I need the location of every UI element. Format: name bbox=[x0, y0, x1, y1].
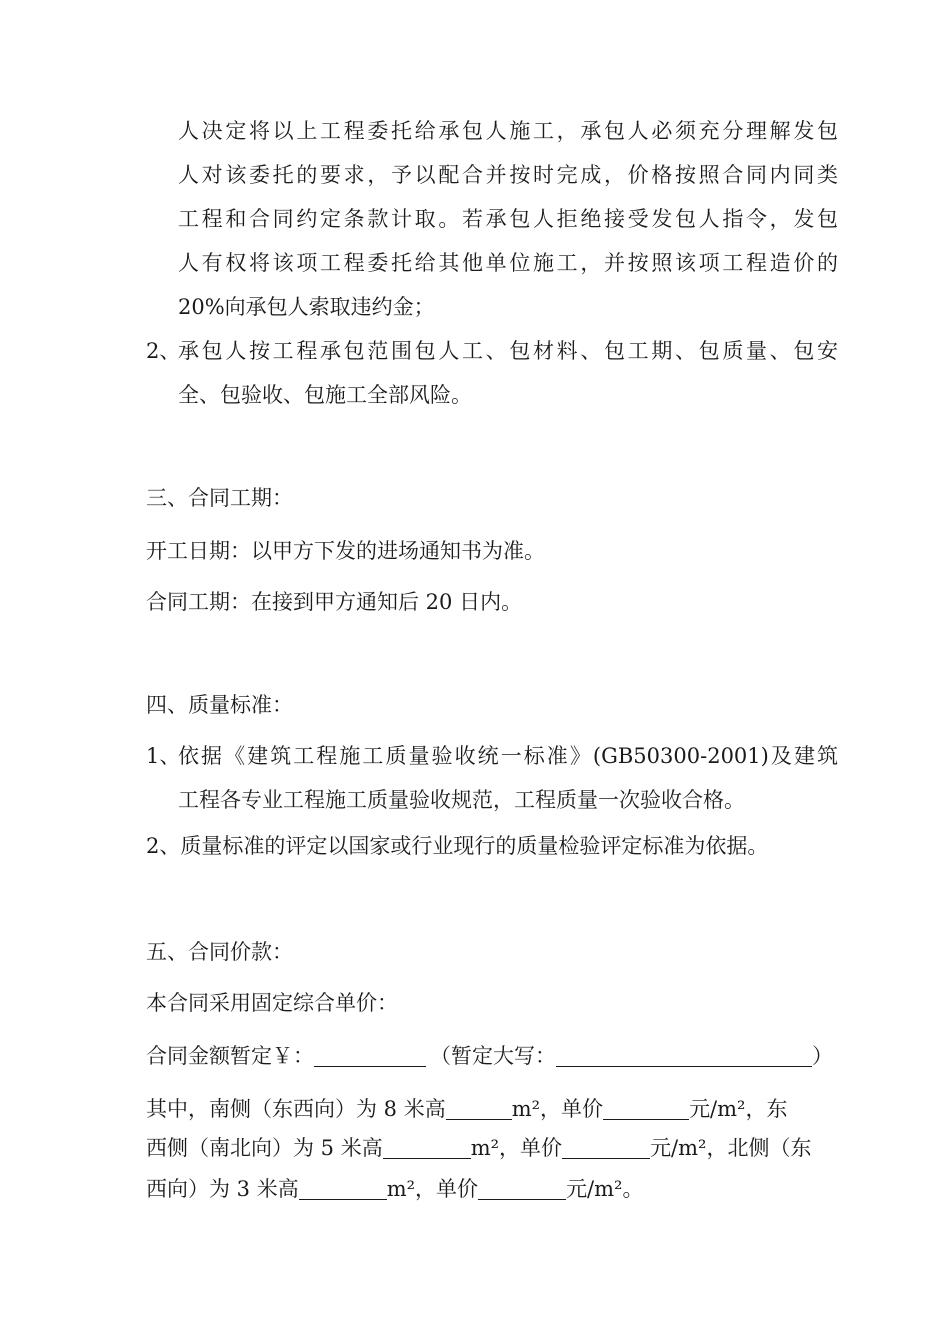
caps-label: （暂定大写： bbox=[430, 1044, 556, 1068]
area-blank-north[interactable] bbox=[299, 1179, 387, 1200]
breakdown-text: m²，单价 bbox=[511, 1097, 604, 1121]
caps-amount-blank[interactable] bbox=[556, 1046, 812, 1067]
item-text: 工程各专业工程施工质量验收规范，工程质量一次验收合格。 bbox=[178, 788, 745, 812]
paragraph-line: 人决定将以上工程委托给承包人施工，承包人必须充分理解发包 bbox=[178, 119, 838, 143]
item-text: 承包人按工程承包范围包人工、包材料、包工期、包质量、包安 bbox=[178, 339, 838, 363]
pricing-text: 本合同采用固定综合单价： bbox=[146, 991, 398, 1015]
breakdown-text: 元/m²。 bbox=[566, 1177, 644, 1201]
duration-text: 合同工期：在接到甲方通知后 20 日内。 bbox=[146, 590, 523, 614]
start-date-text: 开工日期：以甲方下发的进场通知书为准。 bbox=[146, 539, 545, 563]
item-text: 全、包验收、包施工全部风险。 bbox=[178, 383, 472, 407]
breakdown-line bbox=[146, 1134, 811, 1162]
breakdown-text: 西侧（南北向）为 5 米高 bbox=[146, 1136, 383, 1160]
area-blank-east[interactable] bbox=[383, 1138, 471, 1159]
paragraph-line: 人对该委托的要求，予以配合并按时完成，价格按照合同内同类 bbox=[178, 163, 838, 187]
breakdown-line bbox=[146, 1095, 787, 1123]
section-heading: 四、质量标准： bbox=[146, 693, 293, 717]
unit-price-blank-south[interactable] bbox=[603, 1099, 689, 1120]
amount-label: 合同金额暂定￥： bbox=[146, 1044, 314, 1068]
breakdown-text: m²，单价 bbox=[386, 1177, 479, 1201]
breakdown-text: 其中，南侧（东西向）为 8 米高 bbox=[146, 1097, 446, 1121]
area-blank-south[interactable] bbox=[446, 1099, 512, 1120]
paragraph-line: 工程和合同约定条款计取。若承包人拒绝接受发包人指令，发包 bbox=[178, 207, 838, 231]
item-text: 依据《建筑工程施工质量验收统一标准》(GB50300-2001)及建筑 bbox=[178, 744, 838, 768]
amount-blank[interactable] bbox=[314, 1046, 426, 1067]
breakdown-text: 元/m²，北侧（东 bbox=[650, 1136, 812, 1160]
unit-price-blank-east[interactable] bbox=[562, 1138, 650, 1159]
breakdown-text: m²，单价 bbox=[470, 1136, 563, 1160]
breakdown-line bbox=[146, 1175, 643, 1203]
item-number: 2、 bbox=[146, 339, 181, 363]
item-text: 2、质量标准的评定以国家或行业现行的质量检验评定标准为依据。 bbox=[146, 834, 769, 858]
breakdown-text: 西向）为 3 米高 bbox=[146, 1177, 299, 1201]
item-number: 1、 bbox=[146, 744, 181, 768]
amount-row bbox=[146, 1042, 833, 1070]
unit-price-blank-north[interactable] bbox=[478, 1179, 566, 1200]
paragraph-line: 20%向承包人索取违约金； bbox=[178, 295, 435, 319]
paragraph-line: 人有权将该项工程委托给其他单位施工，并按照该项工程造价的 bbox=[178, 251, 838, 275]
section-heading: 五、合同价款： bbox=[146, 940, 293, 964]
section-heading: 三、合同工期： bbox=[146, 486, 293, 510]
breakdown-text: 元/m²，东 bbox=[689, 1097, 788, 1121]
caps-close: ） bbox=[812, 1044, 833, 1068]
